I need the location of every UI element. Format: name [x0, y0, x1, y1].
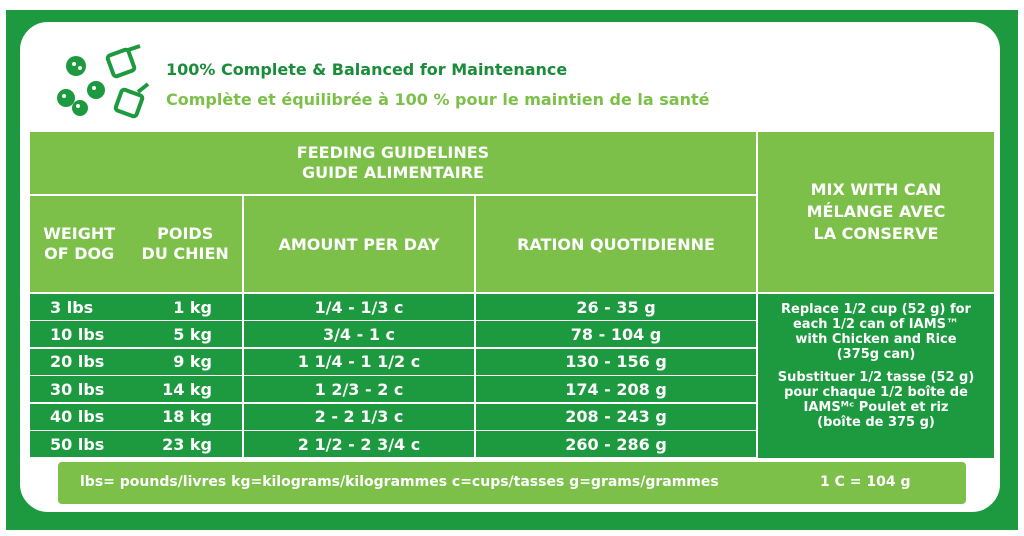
weight-kg-cell: 23 kg	[162, 434, 212, 454]
amount-per-day-header: AMOUNT PER DAY	[244, 196, 474, 292]
weight-en-header	[43, 224, 115, 264]
weight-lbs-cell: 10 lbs	[50, 324, 105, 344]
header	[40, 40, 980, 130]
mix-line: IAMSᴹᶜ Poulet et riz	[803, 400, 949, 415]
header-line: WEIGHT	[43, 224, 116, 243]
grams-cell: 130 - 156 g	[476, 349, 756, 375]
guide-title-english: FEEDING GUIDELINES	[296, 143, 490, 162]
mix-line: Replace 1/2 cup (52 g) for	[781, 302, 971, 317]
weight-kg-cell: 14 kg	[162, 379, 212, 399]
mix-line: (375g can)	[836, 347, 916, 362]
weight-kg-cell: 9 kg	[173, 352, 212, 372]
nutrition-icons	[52, 44, 152, 128]
weight-kg-cell: 5 kg	[173, 324, 212, 344]
mix-title-line: LA CONSERVE	[813, 224, 939, 243]
mix-french	[758, 370, 994, 430]
mix-line: each 1/2 can of IAMS™	[792, 317, 959, 332]
title-french: Complète et équilibrée à 100 % pour le maintien de la santé	[166, 90, 710, 109]
table-row	[30, 349, 756, 375]
mix-line: pour chaque 1/2 boîte de	[784, 385, 968, 400]
grams-cell: 26 - 35 g	[476, 294, 756, 320]
amount-cell: 1 1/4 - 1 1/2 c	[244, 349, 474, 375]
measuring-cup-icon	[115, 84, 148, 117]
grams-cell: 260 - 286 g	[476, 431, 756, 457]
table-row	[30, 431, 756, 457]
weight-lbs-cell: 30 lbs	[50, 379, 105, 399]
grams-cell: 78 - 104 g	[476, 321, 756, 347]
weight-lbs-cell: 20 lbs	[50, 352, 105, 372]
grams-cell: 174 - 208 g	[476, 376, 756, 402]
weight-kg-cell: 18 kg	[162, 407, 212, 427]
mix-line: (boîte de 375 g)	[817, 415, 935, 430]
amount-cell: 1 2/3 - 2 c	[244, 376, 474, 402]
amount-cell: 2 1/2 - 2 3/4 c	[244, 431, 474, 457]
cup-conversion-text: 1 C = 104 g	[820, 474, 911, 490]
amount-cell: 1/4 - 1/3 c	[244, 294, 474, 320]
header-line: OF DOG	[44, 244, 115, 263]
feeding-table	[30, 132, 994, 458]
grams-cell: 208 - 243 g	[476, 404, 756, 430]
guide-title-french: GUIDE ALIMENTAIRE	[302, 163, 484, 182]
mix-title-line: MÉLANGE AVEC	[806, 202, 946, 221]
mix-line: with Chicken and Rice	[795, 332, 957, 347]
dog-head-icon	[52, 44, 152, 128]
amount-cell: 2 - 2 1/3 c	[244, 404, 474, 430]
mix-title-line: MIX WITH CAN	[810, 180, 942, 199]
title-english: 100% Complete & Balanced for Maintenance	[166, 60, 568, 79]
weight-lbs-cell: 40 lbs	[50, 407, 105, 427]
mix-instructions	[758, 294, 994, 458]
mix-with-can-title	[758, 132, 994, 292]
ration-quotidienne-header: RATION QUOTIDIENNE	[476, 196, 756, 292]
table-row	[30, 404, 756, 430]
weight-kg-cell: 1 kg	[173, 297, 212, 317]
weight-lbs-cell: 50 lbs	[50, 434, 105, 454]
weight-lbs-cell: 3 lbs	[50, 297, 94, 317]
table-row	[30, 321, 756, 347]
weight-fr-header	[142, 224, 229, 264]
mix-english	[758, 302, 994, 362]
weight-column-header	[30, 196, 242, 292]
table-row	[30, 294, 756, 320]
table-row	[30, 376, 756, 402]
amount-cell: 3/4 - 1 c	[244, 321, 474, 347]
units-legend	[58, 462, 966, 504]
header-line: POIDS	[157, 224, 214, 243]
food-bowl-icon	[107, 46, 140, 77]
mix-line: Substituer 1/2 tasse (52 g)	[777, 370, 975, 385]
feeding-guidelines-title	[30, 132, 756, 194]
abbreviations-text: lbs= pounds/livres kg=kilograms/kilogrammes c=cups/tasses g=grams/grammes	[80, 474, 719, 490]
header-line: DU CHIEN	[141, 244, 229, 263]
